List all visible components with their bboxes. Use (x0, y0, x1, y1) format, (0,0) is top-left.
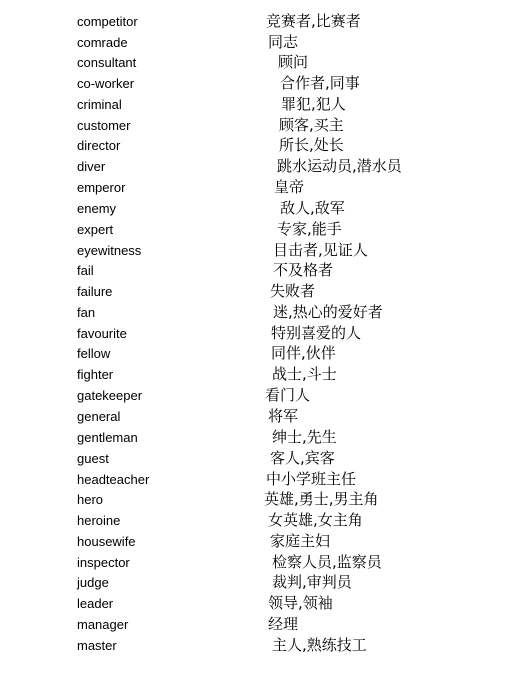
chinese-meaning: 顾问 (278, 53, 309, 71)
chinese-meaning: 合作者,同事 (280, 74, 360, 92)
vocab-row (0, 241, 515, 261)
english-word: guest (77, 451, 109, 466)
vocab-row (0, 74, 515, 94)
vocab-row (0, 220, 515, 240)
vocab-row (0, 470, 515, 490)
english-word: gatekeeper (77, 388, 143, 403)
vocab-row (0, 344, 515, 364)
english-word: failure (77, 284, 113, 299)
vocab-row (0, 428, 515, 448)
chinese-meaning: 跳水运动员,潜水员 (277, 157, 402, 175)
chinese-meaning: 不及格者 (273, 261, 334, 279)
chinese-meaning: 女英雄,女主角 (268, 511, 363, 529)
vocab-row (0, 12, 515, 32)
vocab-row (0, 178, 515, 198)
chinese-meaning: 绅士,先生 (272, 428, 337, 446)
english-word: heroine (77, 513, 121, 528)
vocab-row (0, 449, 515, 469)
vocab-row (0, 365, 515, 385)
chinese-meaning: 专家,能手 (277, 220, 342, 238)
english-word: eyewitness (77, 243, 142, 258)
english-word: director (77, 138, 121, 153)
english-word: fellow (77, 346, 111, 361)
english-word: diver (77, 159, 106, 174)
english-word: fan (77, 305, 96, 320)
vocab-row (0, 386, 515, 406)
english-word: manager (77, 617, 129, 632)
english-word: comrade (77, 35, 128, 50)
english-word: leader (77, 596, 114, 611)
english-word: judge (77, 575, 109, 590)
english-word: competitor (77, 14, 138, 29)
vocab-row (0, 95, 515, 115)
chinese-meaning: 检察人员,监察员 (272, 553, 382, 571)
chinese-meaning: 失败者 (270, 282, 316, 300)
vocab-row (0, 261, 515, 281)
vocab-row (0, 53, 515, 73)
chinese-meaning: 将军 (268, 407, 299, 425)
chinese-meaning: 中小学班主任 (266, 470, 357, 488)
chinese-meaning: 主人,熟练技工 (272, 636, 367, 654)
vocab-row (0, 116, 515, 136)
chinese-meaning: 客人,宾客 (270, 449, 335, 467)
english-word: co-worker (77, 76, 135, 91)
chinese-meaning: 所长,处长 (279, 136, 344, 154)
chinese-meaning: 迷,热心的爱好者 (273, 303, 383, 321)
chinese-meaning: 战士,斗士 (272, 365, 337, 383)
vocab-row (0, 490, 515, 510)
vocab-row (0, 532, 515, 552)
english-word: master (77, 638, 117, 653)
english-word: enemy (77, 201, 117, 216)
english-word: fail (77, 263, 94, 278)
english-word: hero (77, 492, 104, 507)
vocab-row (0, 615, 515, 635)
chinese-meaning: 竞赛者,比赛者 (266, 12, 361, 30)
english-word: criminal (77, 97, 122, 112)
chinese-meaning: 同伴,伙伴 (271, 344, 336, 362)
english-word: inspector (77, 555, 130, 570)
chinese-meaning: 家庭主妇 (270, 532, 331, 550)
english-word: expert (77, 222, 114, 237)
chinese-meaning: 经理 (268, 615, 299, 633)
english-word: consultant (77, 55, 137, 70)
chinese-meaning: 敌人,敌军 (280, 199, 345, 217)
chinese-meaning: 目击者,见证人 (273, 241, 368, 259)
vocab-row (0, 553, 515, 573)
english-word: customer (77, 118, 131, 133)
vocab-row (0, 282, 515, 302)
chinese-meaning: 领导,领袖 (268, 594, 333, 612)
vocab-row (0, 573, 515, 593)
vocab-row (0, 199, 515, 219)
chinese-meaning: 同志 (268, 33, 299, 51)
english-word: general (77, 409, 121, 424)
chinese-meaning: 英雄,勇士,男主角 (264, 490, 379, 508)
english-word: emperor (77, 180, 126, 195)
chinese-meaning: 看门人 (265, 386, 311, 404)
english-word: headteacher (77, 472, 150, 487)
chinese-meaning: 裁判,审判员 (272, 573, 352, 591)
vocab-row (0, 303, 515, 323)
vocab-row (0, 324, 515, 344)
english-word: favourite (77, 326, 127, 341)
vocab-row (0, 594, 515, 614)
vocab-row (0, 157, 515, 177)
vocab-row (0, 511, 515, 531)
english-word: housewife (77, 534, 136, 549)
english-word: fighter (77, 367, 114, 382)
vocab-row (0, 33, 515, 53)
english-word: gentleman (77, 430, 138, 445)
vocab-row (0, 407, 515, 427)
chinese-meaning: 特别喜爱的人 (271, 324, 362, 342)
vocab-row (0, 136, 515, 156)
chinese-meaning: 皇帝 (274, 178, 305, 196)
chinese-meaning: 罪犯,犯人 (281, 95, 346, 113)
chinese-meaning: 顾客,买主 (279, 116, 344, 134)
vocab-row (0, 636, 515, 656)
